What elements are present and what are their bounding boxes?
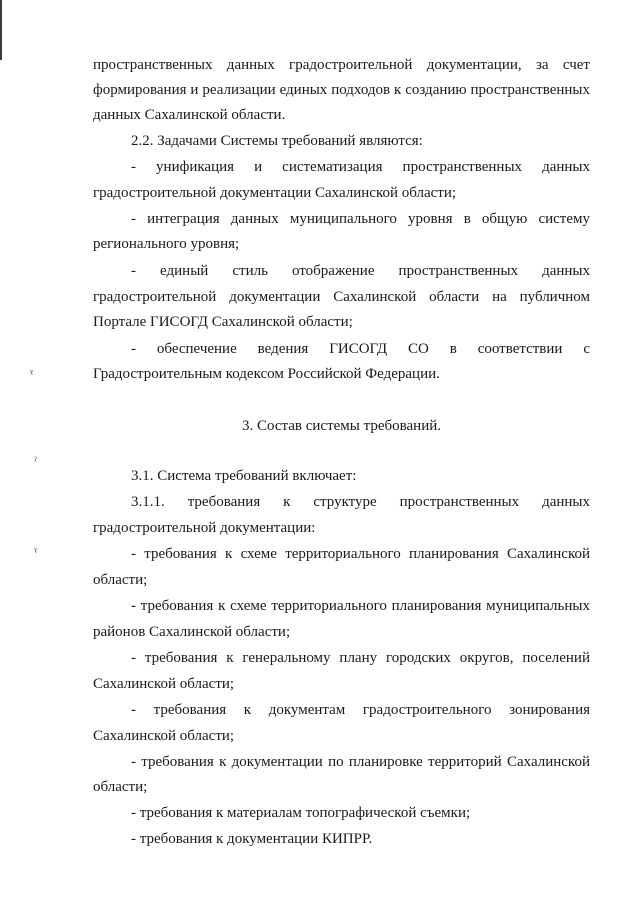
text-line: области; [93, 779, 148, 795]
text-line: районов Сахалинской области; [93, 624, 291, 640]
text-line: градостроительной документации Сахалинской области на публичном [93, 289, 590, 305]
scan-speck-mark: ˠ [34, 545, 38, 557]
text-line: - требования к документации КИПРР. [131, 831, 373, 847]
text-line: формирования и реализации единых подходов к созданию пространственных [93, 82, 590, 98]
text-line: - требования к генеральному плану городских округов, поселений [131, 650, 590, 666]
text-line: Сахалинской области; [93, 728, 235, 744]
text-line: 3.1.1. требования к структуре пространственных данных [131, 494, 590, 510]
text-line: пространственных данных градостроительной документации, за счет [93, 57, 590, 73]
text-line: 3.1. Система требований включает: [131, 468, 357, 484]
text-line: градостроительной документации Сахалинской области; [93, 185, 457, 201]
text-line: 2.2. Задачами Системы требований являются: [131, 133, 423, 149]
text-line: - требования к документам градостроительного зонирования [131, 702, 590, 718]
text-line: - унификация и систематизация пространственных данных [131, 159, 590, 175]
scan-edge-line [0, 0, 2, 60]
text-line: Сахалинской области; [93, 676, 235, 692]
text-line: - требования к материалам топографической съемки; [131, 805, 471, 821]
text-line: - требования к схеме территориального планирования Сахалинской [131, 546, 590, 562]
text-line: данных Сахалинской области. [93, 107, 286, 123]
text-line: регионального уровня; [93, 236, 240, 252]
text-line: - требования к схеме территориального планирования муниципальных [131, 598, 590, 614]
text-line: области; [93, 572, 148, 588]
text-line: Градостроительным кодексом Российской Федерации. [93, 366, 440, 382]
text-line: Портале ГИСОГД Сахалинской области; [93, 314, 353, 330]
scan-speck-mark: ˠ [30, 367, 34, 379]
text-line: градостроительной документации: [93, 520, 316, 536]
text-line: - интеграция данных муниципального уровня в общую систему [131, 211, 590, 227]
text-line: - требования к документации по планировке территорий Сахалинской [131, 754, 590, 770]
text-line: - единый стиль отображение пространственных данных [131, 263, 590, 279]
text-line: - обеспечение ведения ГИСОГД СО в соответствии с [131, 341, 590, 357]
section-heading: 3. Состав системы требований. [241, 418, 442, 434]
scan-speck-mark: ˀ [34, 455, 37, 467]
